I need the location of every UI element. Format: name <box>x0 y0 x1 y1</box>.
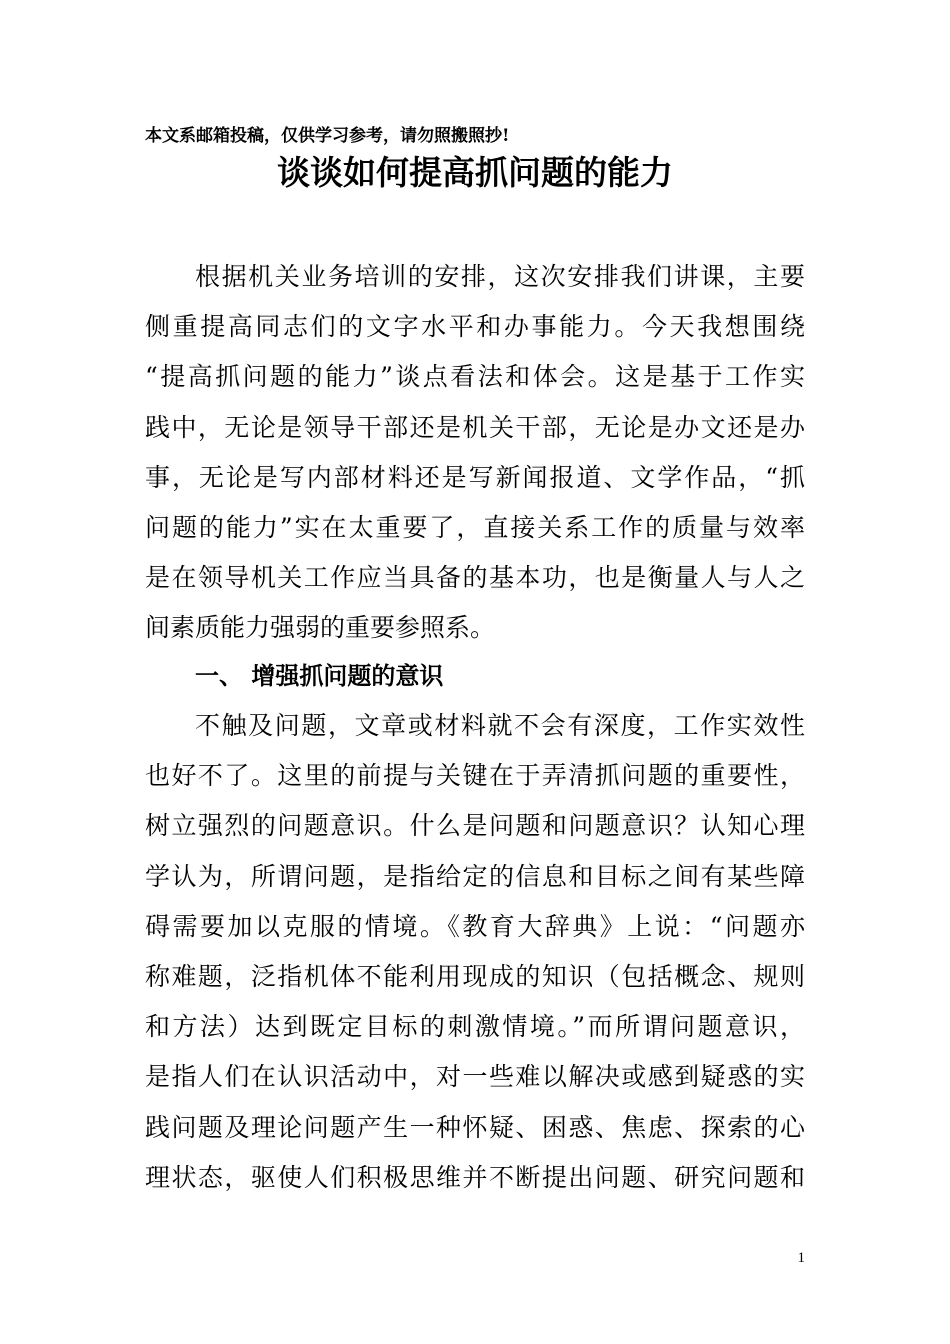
text-line: 理状态，驱使人们积极思维并不断提出问题、研究问题和 <box>145 1162 805 1192</box>
text-line: 是在领导机关工作应当具备的基本功，也是衡量人与人之 <box>145 563 805 593</box>
submission-notice: 本文系邮箱投稿，仅供学习参考，请勿照搬照抄! <box>145 126 510 146</box>
text-line: 根据机关业务培训的安排，这次安排我们讲课，主要 <box>195 262 805 291</box>
paragraph-intro <box>145 252 805 654</box>
section-heading: 一、 增强抓问题的意识 <box>195 662 444 690</box>
text-line: 不触及问题，文章或材料就不会有深度，工作实效性 <box>195 711 805 740</box>
text-line: 树立强烈的问题意识。什么是问题和问题意识？认知心理 <box>145 811 805 841</box>
text-line: 也好不了。这里的前提与关键在于弄清抓问题的重要性， <box>145 761 805 791</box>
text-line: 问题的能力”实在太重要了，直接关系工作的质量与效率 <box>145 513 805 543</box>
paragraph-problem-awareness <box>145 701 805 1203</box>
text-line: 和方法）达到既定目标的刺激情境。”而所谓问题意识， <box>145 1012 805 1042</box>
text-line: 间素质能力强弱的重要参照系。 <box>145 613 496 643</box>
text-line: 践问题及理论问题产生一种怀疑、困惑、焦虑、探索的心 <box>145 1112 805 1142</box>
document-title: 谈谈如何提高抓问题的能力 <box>277 153 673 192</box>
text-line: 践中，无论是领导干部还是机关干部，无论是办文还是办 <box>145 412 805 442</box>
page-number: 1 <box>797 1250 805 1266</box>
text-line: 事，无论是写内部材料还是写新闻报道、文学作品，“抓 <box>145 462 805 492</box>
text-line: 侧重提高同志们的文字水平和办事能力。今天我想围绕 <box>145 312 805 342</box>
text-line: “提高抓问题的能力”谈点看法和体会。这是基于工作实 <box>145 362 805 392</box>
text-line: 是指人们在认识活动中，对一些难以解决或感到疑惑的实 <box>145 1062 805 1092</box>
text-line: 称难题，泛指机体不能利用现成的知识（包括概念、规则 <box>145 962 805 992</box>
text-line: 碍需要加以克服的情境。《教育大辞典》上说：“问题亦 <box>145 911 805 941</box>
text-line: 学认为，所谓问题，是指给定的信息和目标之间有某些障 <box>145 861 805 891</box>
